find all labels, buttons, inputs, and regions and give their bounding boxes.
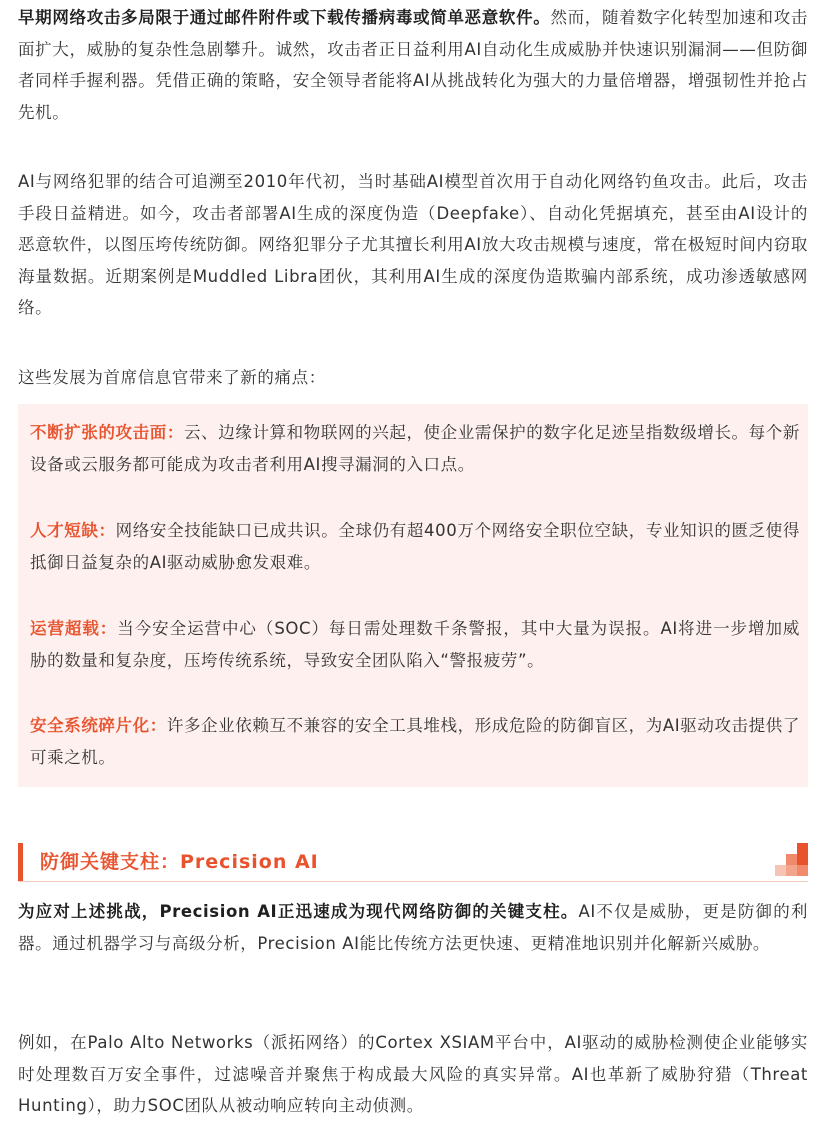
intro-paragraph xyxy=(18,2,808,128)
section-heading-title: 防御关键支柱：Precision AI xyxy=(40,851,319,873)
pain-point-item xyxy=(30,710,800,773)
precision-ai-paragraph xyxy=(18,896,808,959)
cortex-example-paragraph: 例如，在Palo Alto Networks（派拓网络）的Cortex XSIAM平台中，AI驱动的威胁检测使企业能够实时处理数百万安全事件，过滤噪音并聚焦于构成最大风险的真实异常。AI也革新了威胁狩猎（Threat Hunting），助力SOC团队从被动响应转向主动侦测。 xyxy=(18,1033,808,1115)
pain-point-text: 许多企业依赖互不兼容的安全工具堆栈，形成危险的防御盲区，为AI驱动攻击提供了可乘之机。 xyxy=(30,716,800,767)
pain-point-label: 运营超载： xyxy=(30,619,118,638)
pain-point-label: 安全系统碎片化： xyxy=(30,716,167,735)
pain-points-box xyxy=(18,404,808,787)
precision-ai-text: AI不仅是威胁，更是防御的利器。通过机器学习与高级分析，Precision AI能比传统方法更快速、更精准地识别并化解新兴威胁。 xyxy=(18,902,808,953)
pain-point-item xyxy=(30,613,800,676)
heading-accent-bar xyxy=(18,843,23,881)
heading-underline xyxy=(18,881,808,882)
pain-point-label: 人才短缺： xyxy=(30,521,116,540)
pain-points-intro: 这些发展为首席信息官带来了新的痛点： xyxy=(18,368,326,387)
intro-bold-text: 早期网络攻击多局限于通过邮件附件或下载传播病毒或简单恶意软件。 xyxy=(18,8,551,27)
pain-point-label: 不断扩张的攻击面： xyxy=(30,423,184,442)
pain-point-item xyxy=(30,417,800,480)
history-paragraph: AI与网络犯罪的结合可追溯至2010年代初，当时基础AI模型首次用于自动化网络钓鱼攻击。此后，攻击手段日益精进。如今，攻击者部署AI生成的深度伪造（Deepfake）、自动化凭据填充，甚至由AI设计的恶意软件，以图压垮传统防御。网络犯罪分子尤其擅长利用AI放大攻击规模与速度，常在极短时间内窃取海量数据。近期案例是Muddled Libra团伙，其利用AI生成的深度伪造欺骗内部系统，成功渗透敏感网络。 xyxy=(18,172,808,317)
pain-point-text: 云、边缘计算和物联网的兴起，使企业需保护的数字化足迹呈指数级增长。每个新设备或云服务都可能成为攻击者利用AI搜寻漏洞的入口点。 xyxy=(30,423,800,474)
precision-ai-bold-text: 为应对上述挑战，Precision AI正迅速成为现代网络防御的关键支柱。 xyxy=(18,902,579,921)
pain-point-text: 当今安全运营中心（SOC）每日需处理数千条警报，其中大量为误报。AI将进一步增加威胁的数量和复杂度，压垮传统系统，导致安全团队陷入“警报疲劳”。 xyxy=(30,619,800,670)
section-heading xyxy=(18,843,808,881)
pain-point-item xyxy=(30,515,800,578)
pixel-decoration-icon xyxy=(768,843,808,881)
intro-text: 然而，随着数字化转型加速和攻击面扩大，威胁的复杂性急剧攀升。诚然，攻击者正日益利用AI自动化生成威胁并快速识别漏洞——但防御者同样手握利器。凭借正确的策略，安全领导者能将AI从挑战转化为强大的力量倍增器，增强韧性并抢占先机。 xyxy=(18,8,808,122)
pain-point-text: 网络安全技能缺口已成共识。全球仍有超400万个网络安全职位空缺，专业知识的匮乏使得抵御日益复杂的AI驱动威胁愈发艰难。 xyxy=(30,521,801,572)
